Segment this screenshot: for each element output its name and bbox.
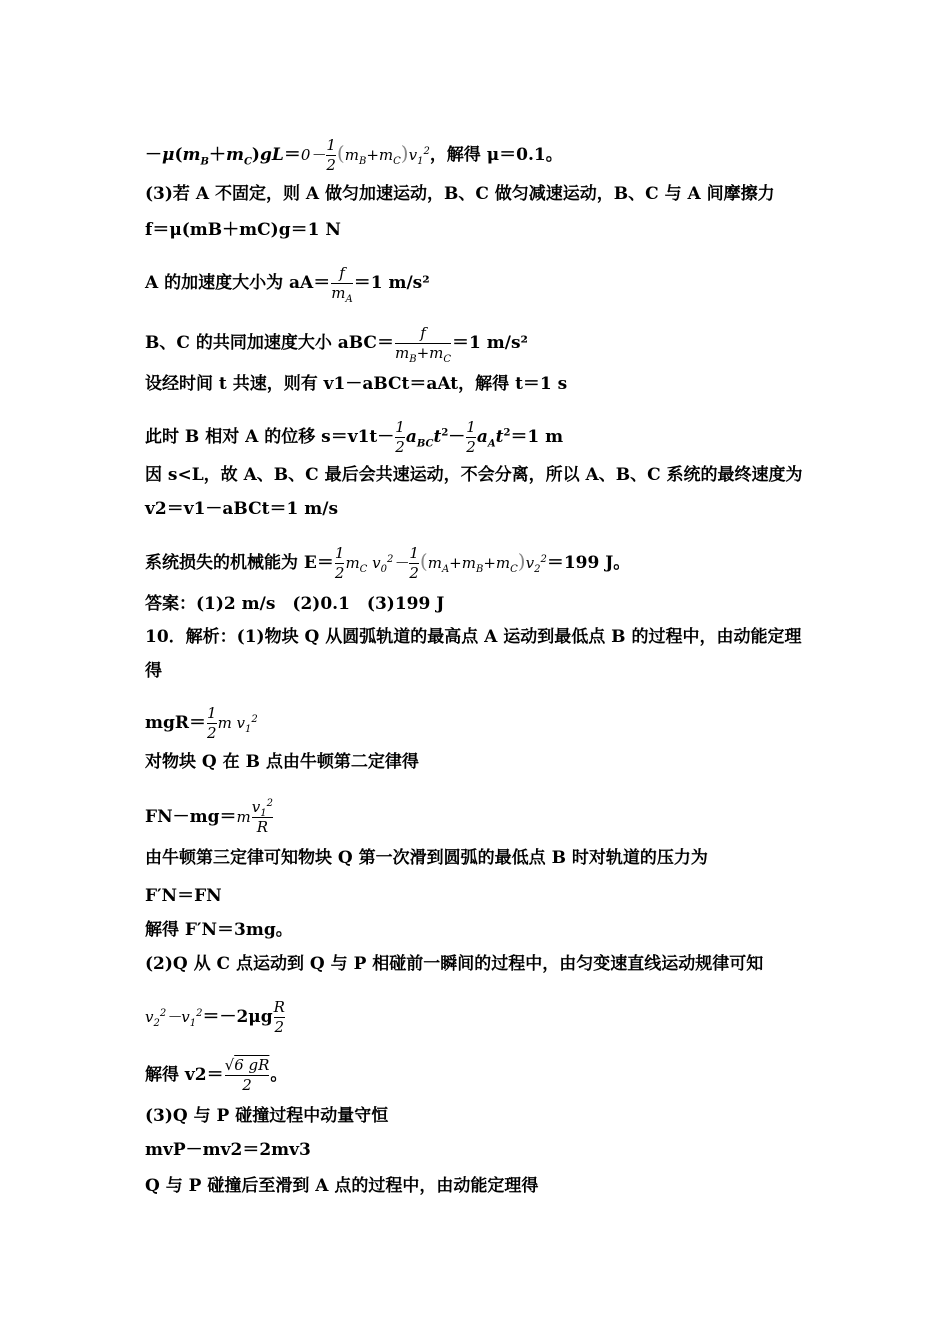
question-10-heading: 10．解析：(1)物块 Q 从圆弧轨道的最高点 A 运动到最低点 B 的过程中，由动能定理得 [145,627,802,681]
equation-line-1: $-\mu(m_B+m_C)gL=0-$ $\frac{1}{2}$ $(m_B+m_C)v_1^2$，解得 μ＝0.1。 [145,136,563,174]
equation-line-18: $v_2^2-v_1^2=-2\mu g$ $\frac{R}{2}$ [145,998,285,1036]
text-line-15: F′N＝FN [145,886,222,906]
text-line-16: 解得 F′N＝3mg。 [145,920,293,940]
text-line-20: (3)Q 与 P 碰撞过程中动量守恒 [145,1106,389,1126]
text-line-22: Q 与 P 碰撞后至滑到 A 点的过程中，由动能定理得 [145,1176,539,1196]
text-line-6: 设经时间 t 共速，则有 v1－aBCt＝aAt，解得 t＝1 s [145,374,568,394]
text-line-2: (3)若 A 不固定，则 A 做匀加速运动，B、C 做匀减速运动，B、C 与 A 间摩擦力 [145,184,775,204]
equation-line-19: 解得 v2＝ $\frac{√6 gR}{2}$ 。 [145,1056,288,1094]
equation-line-13: FN－mg＝m $\frac{v_1^2}{R}$ [145,798,273,836]
text-line-14: 由牛顿第三定律可知物块 Q 第一次滑到圆弧的最低点 B 时对轨道的压力为 [145,848,708,868]
equation-line-9: 系统损失的机械能为 E＝ $\frac{1}{2}$ $m_C$ $v_0^2-$ $\frac{1}{2}$ $(m_A+m_B+m_C)v_2^2=199$ J。 [145,544,631,582]
equation-line-4: A 的加速度大小为 aA＝ $\frac{f}{m_A}$ ＝1 m/s² [145,264,430,305]
equation-line-11: mgR＝ $\frac{1}{2}$ m $v_1^2$ [145,704,258,742]
text-line-12: 对物块 Q 在 B 点由牛顿第二定律得 [145,752,419,772]
eq1-result: ，解得 μ＝0.1。 [429,145,563,165]
equation-line-5: B、C 的共同加速度大小 aBC＝ $\frac{f}{m_B+m_C}$ ＝1 m/s² [145,324,528,365]
text-line-17: (2)Q 从 C 点运动到 Q 与 P 相碰前一瞬间的过程中，由匀变速直线运动规律可知 [145,954,764,974]
text-line-21: mvP－mv2＝2mv3 [145,1140,311,1160]
answer-line: 答案：(1)2 m/s (2)0.1 (3)199 J [145,594,445,614]
equation-line-7: 此时 B 相对 A 的位移 s＝v1t－ $\frac{1}{2}$ $a_{BC}t^2-$ $\frac{1}{2}$ $a_At^2=1$ m [145,418,564,456]
text-line-8: 因 s<L，故 A、B、C 最后会共速运动，不会分离，所以 A、B、C 系统的最终速度为 v2＝v1－aBCt＝1 m/s [145,465,803,519]
text-line-3: f＝μ(mB＋mC)g＝1 N [145,220,341,240]
